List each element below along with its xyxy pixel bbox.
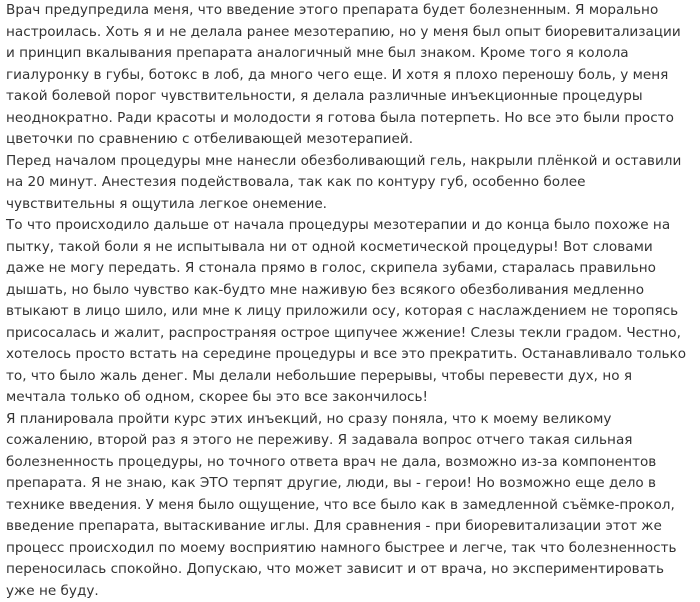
text-line: процесс происходил по моему восприятию намного быстрее и легче, так что болезненность xyxy=(6,538,700,560)
text-line: втыкают в лицо шило, или мне к лицу приложили осу, которая с наслаждением не торопясь xyxy=(6,301,700,323)
text-line: неоднократно. Ради красоты и молодости я готова была потерпеть. Но все это были просто xyxy=(6,108,700,130)
text-line: такой болевой порог чувствительности, я делала различные инъекционные процедуры xyxy=(6,86,700,108)
text-line: цветочки по сравнению с отбеливающей мезотерапией. xyxy=(6,129,700,151)
text-line: Перед началом процедуры мне нанесли обезболивающий гель, накрыли плёнкой и оставили xyxy=(6,151,700,173)
text-line: переносилась спокойно. Допускаю, что может зависит и от врача, но экспериментировать xyxy=(6,559,700,581)
text-line: мечтала только об одном, скорее бы это все закончилось! xyxy=(6,387,700,409)
text-line: сожалению, второй раз я этого не переживу. Я задавала вопрос отчего такая сильная xyxy=(6,430,700,452)
text-line: пытку, такой боли я не испытывала ни от одной косметической процедуры! Вот словами xyxy=(6,237,700,259)
text-line: гиалуронку в губы, ботокс в лоб, да много чего еще. И хотя я плохо переношу боль, у меня xyxy=(6,65,700,87)
text-line: чувствительны я ощутила легкое онемение. xyxy=(6,194,700,216)
text-line: хотелось просто встать на середине процедуры и все это прекратить. Останавливало только xyxy=(6,344,700,366)
text-line: введение препарата, вытаскивание иглы. Для сравнения - при биоревитализации этот же xyxy=(6,516,700,538)
review-text xyxy=(6,0,700,602)
text-line: на 20 минут. Анестезия подействовала, так как по контуру губ, особенно более xyxy=(6,172,700,194)
text-line: Я планировала пройти курс этих инъекций, но сразу поняла, что к моему великому xyxy=(6,409,700,431)
text-line: болезненность процедуры, но точного ответа врач не дала, возможно из-за компонентов xyxy=(6,452,700,474)
text-line: То что происходило дальше от начала процедуры мезотерапии и до конца было похоже на xyxy=(6,215,700,237)
text-line: настроилась. Хоть я и не делала ранее мезотерапию, но у меня был опыт биоревитализации xyxy=(6,22,700,44)
text-line: то, что было жаль денег. Мы делали небольшие перерывы, чтобы перевести дух, но я xyxy=(6,366,700,388)
text-line: уже не буду. xyxy=(6,581,700,602)
text-line: дышать, но было чувство как-будто мне наживую без всякого обезболивания медленно xyxy=(6,280,700,302)
text-line: присосалась и жалит, распространяя острое щипучее жжение! Слезы текли градом. Честно, xyxy=(6,323,700,345)
text-line: технике введения. У меня было ощущение, что все было как в замедленной съёмке-прокол, xyxy=(6,495,700,517)
text-line: даже не могу передать. Я стонала прямо в голос, скрипела зубами, старалась правильно xyxy=(6,258,700,280)
text-line: препарата. Я не знаю, как ЭТО терпят другие, люди, вы - герои! Но возможно еще дело в xyxy=(6,473,700,495)
text-line: и принцип вкалывания препарата аналогичный мне был знаком. Кроме того я колола xyxy=(6,43,700,65)
text-line: Врач предупредила меня, что введение этого препарата будет болезненным. Я морально xyxy=(6,0,700,22)
